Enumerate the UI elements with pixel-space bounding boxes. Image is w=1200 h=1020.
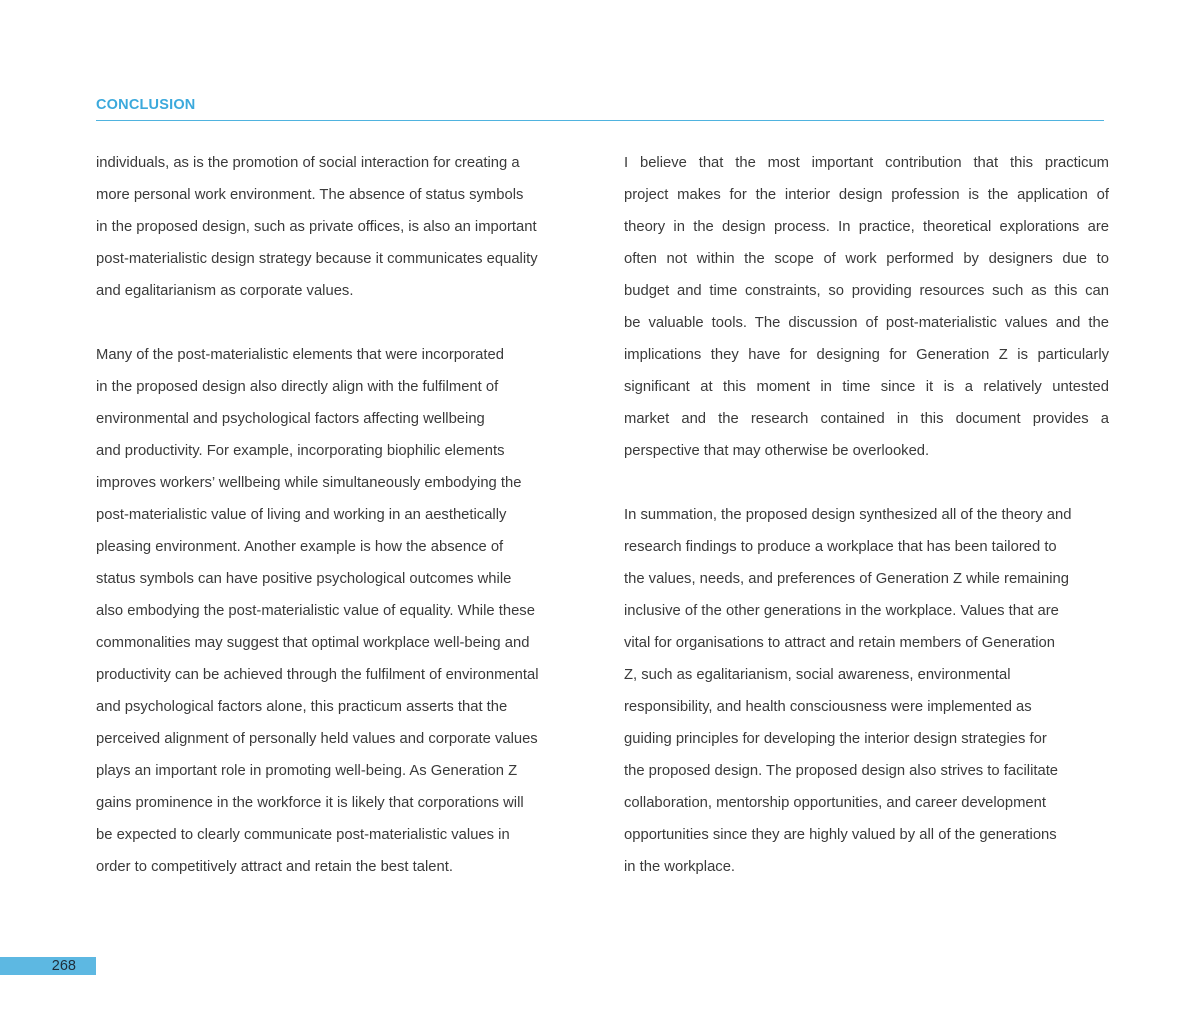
text-line: market and the research contained in this document provides a [624,411,1109,427]
text-line: Many of the post-materialistic elements that were incorporated [96,347,504,363]
text-line: I believe that the most important contribution that this practicum [624,155,1109,171]
text-line: in the proposed design also directly align with the fulfilment of [96,379,499,395]
text-line: and egalitarianism as corporate values. [96,283,354,299]
text-line: productivity can be achieved through the fulfilment of environmental [96,667,539,683]
text-line: status symbols can have positive psychological outcomes while [96,571,512,587]
text-line: In summation, the proposed design synthesized all of the theory and [624,507,1072,523]
page-number-bar [0,957,96,975]
text-line: post-materialistic value of living and working in an aesthetically [96,507,507,523]
text-line: be expected to clearly communicate post-materialistic values in [96,827,510,843]
text-line: theory in the design process. In practice, theoretical explorations are [624,219,1109,235]
left-column [96,147,576,883]
text-line: commonalities may suggest that optimal workplace well-being and [96,635,530,651]
text-line: be valuable tools. The discussion of post-materialistic values and the [624,315,1109,331]
text-line: order to competitively attract and retain the best talent. [96,859,453,875]
text-line: post-materialistic design strategy because it communicates equality [96,251,538,267]
text-line: project makes for the interior design profession is the application of [624,187,1109,203]
text-line: and productivity. For example, incorporating biophilic elements [96,443,505,459]
page-number: 268 [51,958,76,974]
text-line: the values, needs, and preferences of Generation Z while remaining [624,571,1069,587]
text-line: in the proposed design, such as private offices, is also an important [96,219,537,235]
text-line: Z, such as egalitarianism, social awareness, environmental [624,667,1011,683]
section-header [96,96,1104,121]
text-line: vital for organisations to attract and retain members of Generation [624,635,1055,651]
text-line: responsibility, and health consciousness were implemented as [624,699,1032,715]
text-line: pleasing environment. Another example is how the absence of [96,539,504,555]
text-line: budget and time constraints, so providing resources such as this can [624,283,1109,299]
text-line: collaboration, mentorship opportunities, and career development [624,795,1046,811]
text-line: in the workplace. [624,859,736,875]
text-line: inclusive of the other generations in the workplace. Values that are [624,603,1059,619]
text-line: environmental and psychological factors affecting wellbeing [96,411,485,427]
left-paragraph-1 [96,147,576,307]
text-line: research findings to produce a workplace that has been tailored to [624,539,1057,555]
text-line: more personal work environment. The absence of status symbols [96,187,524,203]
right-column [624,147,1109,883]
right-paragraph-1 [624,147,1109,467]
text-line: perceived alignment of personally held values and corporate values [96,731,538,747]
text-line: and psychological factors alone, this practicum asserts that the [96,699,508,715]
text-line: the proposed design. The proposed design also strives to facilitate [624,763,1059,779]
text-line: significant at this moment in time since it is a relatively untested [624,379,1109,395]
text-line: implications they have for designing for Generation Z is particularly [624,347,1109,363]
text-line: improves workers’ wellbeing while simultaneously embodying the [96,475,522,491]
text-line: opportunities since they are highly valued by all of the generations [624,827,1057,843]
text-line: often not within the scope of work performed by designers due to [624,251,1109,267]
text-line: also embodying the post-materialistic value of equality. While these [96,603,535,619]
left-paragraph-2 [96,339,576,883]
section-title: CONCLUSION [96,97,196,113]
text-line: perspective that may otherwise be overlooked. [624,443,930,459]
text-line: gains prominence in the workforce it is likely that corporations will [96,795,524,811]
right-paragraph-2 [624,499,1109,883]
text-line: individuals, as is the promotion of social interaction for creating a [96,155,520,171]
text-line: guiding principles for developing the interior design strategies for [624,731,1047,747]
text-line: plays an important role in promoting well-being. As Generation Z [96,763,518,779]
